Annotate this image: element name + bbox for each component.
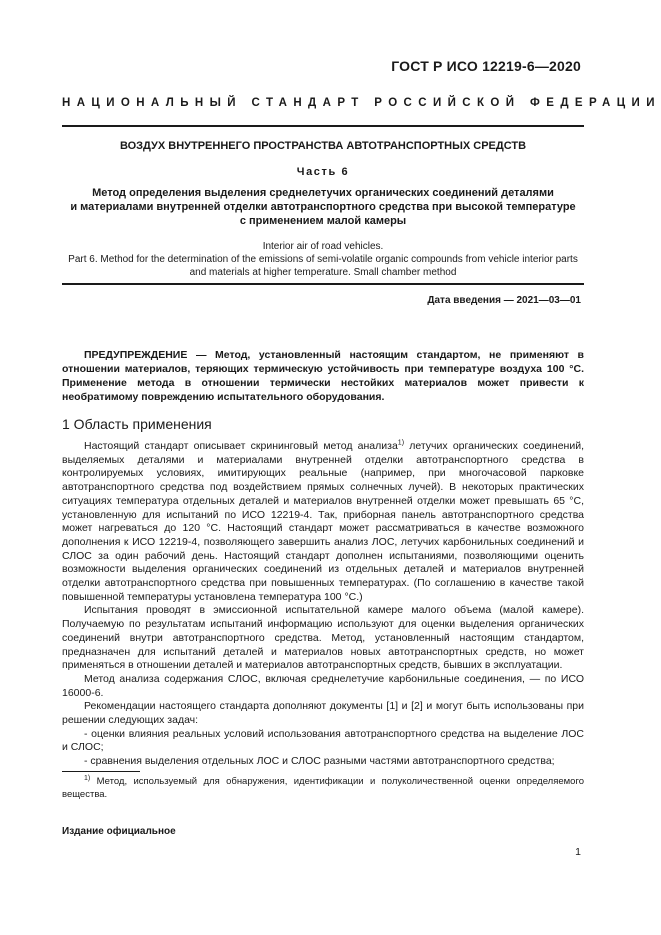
english-title-line: Interior air of road vehicles. <box>262 241 384 252</box>
paragraph-3: Метод анализа содержания СЛОС, включая среднелетучие карбонильные соединения, — по ИСО 16000-6. <box>62 672 584 699</box>
paragraph-2: Испытания проводят в эмиссионной испытательной камере малого объема (малой камере). Получаемую по результатам испытаний информацию используют для оценки выделения органических соединений внутри автотранспортного средства. Метод, установленный настоящим стандартом, предназначен для испытаний деталей и материалов новых автотранспортных средств, но может применяться в отношении деталей и материалов автотранспортных средств, бывших в эксплуатации. <box>62 604 584 672</box>
footnote-marker: 1) <box>84 774 91 782</box>
footnote <box>62 775 584 801</box>
footnote-ref: 1) <box>397 439 405 447</box>
top-divider <box>62 125 584 127</box>
list-item: - сравнения выделения отдельных ЛОС и СЛОС разными частями автотранспортного средства; <box>84 755 555 768</box>
section-heading: 1 Область применения <box>62 416 212 432</box>
page-number: 1 <box>575 846 581 858</box>
official-edition-label: Издание официальное <box>62 826 176 837</box>
introduction-date: Дата введения — 2021—03—01 <box>427 295 581 306</box>
standard-title: ВОЗДУХ ВНУТРЕННЕГО ПРОСТРАНСТВА АВТОТРАНСПОРТНЫХ СРЕДСТВ <box>119 140 527 152</box>
footnote-text: Метод, используемый для обнаружения, идентификации и полуколичественной оценки определяемого вещества. <box>62 776 584 800</box>
paragraph-1-rest: летучих органических соединений, выделяемых деталями и материалами внутренней отделки автотранспортного средства в контролируемых условиях, имитирующих реальные (например, при многочасовой парковке автотранспортного средства под воздействием прямых солнечных лучей). В некоторых практических ситуациях температура отдельных деталей и материалов внутренней отделки может превышать 65 °С, установленную для испытаний по ИСО 12219-4. Так, приборная панель автотранспортного средства может нагреваться до 120 °С. Настоящий стандарт может рассматриваться в качестве возможного дополнения к ИСО 12219-4, позволяющего завершить анализ ЛОС, летучих карбонильных соединений и СЛОС за один рабочий день. Настоящий стандарт дополнен испытаниями, позволяющими оценить возможности выделения органических соединений из отдельных деталей и материалов внутренней отделки автотранспортного средства при повышенных температурах. (По соглашению в качестве такой повышенной температуры установлена температура 100 °С.) <box>62 440 585 603</box>
warning-paragraph: ПРЕДУПРЕЖДЕНИЕ — Метод, установленный настоящим стандартом, не применяют в отношении материалов, теряющих термическую устойчивость при температуре воздуха 100 °С. Применение метода в отношении термически нестойких материалов может привести к необратимому повреждению испытательного оборудования. <box>62 349 584 403</box>
subtitle-line: с применением малой камеры <box>239 215 407 227</box>
standard-subtitle <box>62 186 584 228</box>
section-body <box>62 440 584 769</box>
english-title-line: Part 6. Method for the determination of the emissions of semi-volatile organic compounds from vehicle interior parts <box>68 254 578 265</box>
title-divider <box>62 283 584 285</box>
paragraph-1 <box>62 440 584 604</box>
footnote-divider <box>62 771 140 772</box>
english-title <box>62 240 584 279</box>
subtitle-line: Метод определения выделения среднелетучих органических соединений деталями <box>92 187 554 199</box>
paragraph-1-start: Настоящий стандарт описывает скрининговый метод анализа <box>84 440 398 452</box>
english-title-line: and materials at higher temperature. Small chamber method <box>189 267 457 278</box>
paragraph-4: Рекомендации настоящего стандарта дополняют документы [1] и [2] и могут быть использованы при решении следующих задач: <box>62 700 584 727</box>
part-label: Часть 6 <box>296 166 350 178</box>
national-standard-banner: НАЦИОНАЛЬНЫЙ СТАНДАРТ РОССИЙСКОЙ ФЕДЕРАЦИИ <box>62 97 661 109</box>
document-number: ГОСТ Р ИСО 12219-6—2020 <box>391 58 581 74</box>
list-item: - оценки влияния реальных условий использования автотранспортного средства на выделение ЛОС и СЛОС; <box>62 727 584 754</box>
subtitle-line: и материалами внутренней отделки автотранспортного средства при высокой температуре <box>70 201 576 213</box>
